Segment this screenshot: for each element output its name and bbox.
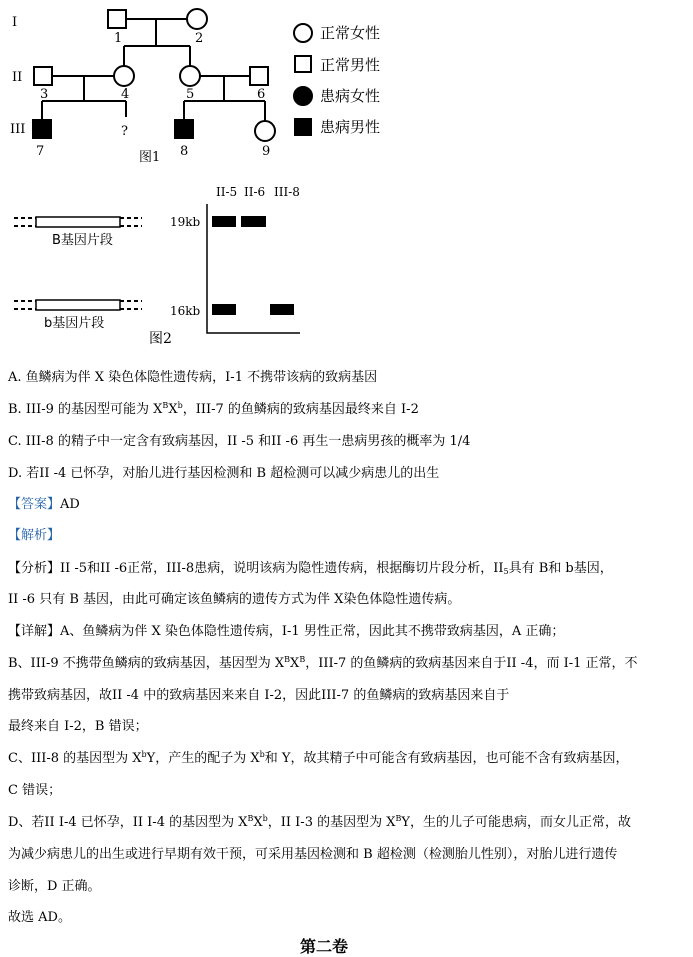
figure2-caption: 图2 xyxy=(149,331,172,347)
individual-number: 1 xyxy=(114,31,123,46)
xiangjie-line-1: 【详解】A、鱼鳞病为伴 X 染色体隐性遗传病，I-1 男性正常，因此其不携带致病基因，A 正确； xyxy=(8,624,565,639)
legend-affected-male: 患病男性 xyxy=(320,118,381,136)
b-small-fragment-diagram xyxy=(14,300,142,310)
pedigree-figure xyxy=(0,0,300,170)
xiangjie-line-6: C 错误； xyxy=(8,783,62,798)
b-big-fragment-diagram xyxy=(14,217,142,227)
option-d: D. 若II -4 已怀孕，对胎儿进行基因检测和 B 超检测可以减少病患儿的出生 xyxy=(8,466,440,481)
individual-number: 4 xyxy=(121,87,130,102)
figure1-caption: 图1 xyxy=(139,150,161,165)
normal-male-symbol xyxy=(295,56,311,72)
fragment-b-label: b基因片段 xyxy=(44,316,105,331)
option-c: C. III-8 的精子中一定含有致病基因，II -5 和II -6 再生一患病男孩的概率为 1/4 xyxy=(8,434,471,449)
individual-number: 9 xyxy=(262,144,271,159)
individual-number: 3 xyxy=(40,87,49,102)
gel-lane-label: II-6 xyxy=(244,185,266,199)
answer-label: 【答案】 xyxy=(8,497,61,512)
band-II5-19kb xyxy=(212,216,236,227)
legend-normal-male: 正常男性 xyxy=(320,56,381,74)
fragment-B-label: B基因片段 xyxy=(52,233,113,248)
individual-III-8-affected-male xyxy=(175,120,193,138)
band-III8-16kb xyxy=(270,304,294,315)
individual-I-1-normal-male xyxy=(108,10,126,28)
individual-II-3-normal-male xyxy=(34,67,52,85)
analysis-label: 【解析】 xyxy=(8,528,61,543)
pedigree-legend xyxy=(288,18,408,143)
gel-figure xyxy=(0,176,320,351)
fenxi-line-2: II -6 只有 B 基因，由此可确定该鱼鳞病的遗传方式为伴 X染色体隐性遗传病。 xyxy=(8,592,461,607)
gel-lane-label: II-5 xyxy=(216,185,238,199)
xiangjie-line-8: 为减少病患儿的出生或进行早期有效干预，可采用基因检测和 B 超检测（检测胎儿性别），对胎儿进行遗传 xyxy=(8,847,618,862)
section-heading-cut: 第二卷 xyxy=(300,937,349,956)
fenxi-line-1: 【分析】II -5和II -6正常，III-8患病，说明该病为隐性遗传病，根据酶切片段分析，$II_5$具有 B和 b基因， xyxy=(8,561,613,576)
band-II5-16kb xyxy=(212,304,236,315)
individual-number: 6 xyxy=(257,87,266,102)
legend-normal-female: 正常女性 xyxy=(320,24,381,42)
individual-III-7-affected-male xyxy=(33,120,51,138)
normal-female-symbol xyxy=(294,24,312,42)
individual-I-2-normal-female xyxy=(187,9,207,29)
individual-number: 2 xyxy=(195,31,204,46)
affected-male-symbol xyxy=(295,119,311,135)
xiangjie-line-9: 诊断，D 正确。 xyxy=(8,879,101,894)
answer-line xyxy=(8,497,80,512)
option-b: B. III-9 的基因型可能为 $X^BX^b$，III-7 的鱼鳞病的致病基因最终来自 I-2 xyxy=(8,401,419,417)
affected-female-symbol xyxy=(294,87,312,105)
option-a: A. 鱼鳞病为伴 X 染色体隐性遗传病，I-1 不携带该病的致病基因 xyxy=(8,370,378,385)
individual-number: 8 xyxy=(180,144,189,159)
band-II6-19kb xyxy=(241,216,266,227)
generation-II-label: II xyxy=(12,70,23,85)
unknown-offspring-mark: ? xyxy=(121,124,128,139)
band-size-16kb: 16kb xyxy=(170,304,201,318)
generation-III-label: III xyxy=(10,122,26,137)
xiangjie-line-2: B、III-9 不携带鱼鳞病的致病基因，基因型为 $X^BX^B$，III-7 的鱼鳞病的致病基因来自于II -4，而 I-1 正常，不 xyxy=(8,655,638,671)
band-size-19kb: 19kb xyxy=(170,215,201,229)
xiangjie-line-3: 携带致病基因，故II -4 中的致病基因来来自 I-2，因此III-7 的鱼鳞病的致病基因来自于 xyxy=(8,688,510,703)
individual-II-4-normal-female xyxy=(114,66,134,86)
xiangjie-line-7: D、若II I-4 已怀孕，II I-4 的基因型为 $X^BX^b$，II I-3 的基因型为 $X^BY$，生的儿子可能患病，而女儿正常，故 xyxy=(8,814,631,830)
generation-I-label: I xyxy=(12,15,18,30)
xiangjie-line-10: 故选 AD。 xyxy=(8,910,71,925)
gel-lane-label: III-8 xyxy=(274,185,300,199)
answer-value: AD xyxy=(60,497,80,512)
individual-III-9-normal-female xyxy=(255,121,275,141)
legend-affected-female: 患病女性 xyxy=(320,87,381,105)
xiangjie-line-4: 最终来自 I-2，B 错误； xyxy=(8,719,148,734)
individual-number: 7 xyxy=(36,144,45,159)
individual-II-5-normal-female xyxy=(180,66,200,86)
xiangjie-line-5: C、III-8 的基因型为 $X^bY$，产生的配子为 $X^b$和 Y，故其精子中可能含有致病基因，也可能不含有致病基因， xyxy=(8,750,629,766)
individual-II-6-normal-male xyxy=(250,67,268,85)
individual-number: 5 xyxy=(186,87,195,102)
